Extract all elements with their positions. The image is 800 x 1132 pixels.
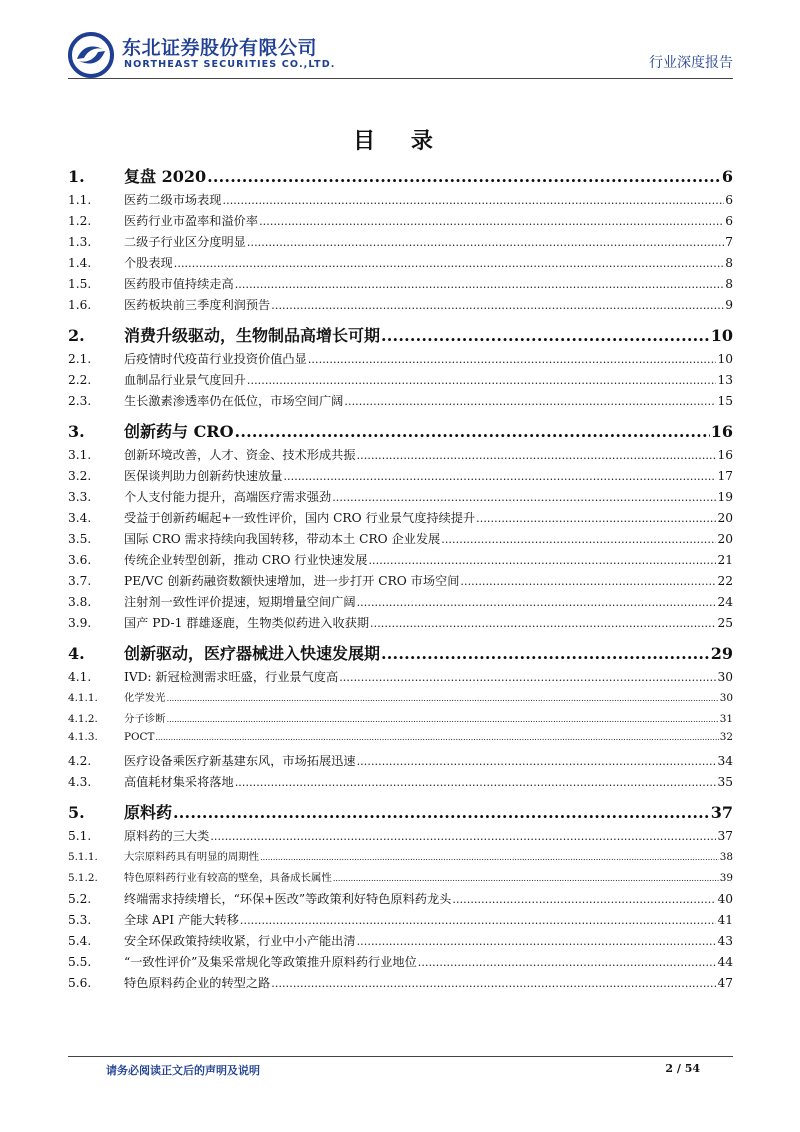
toc-entry[interactable]: [68, 710, 733, 731]
toc-entry[interactable]: [68, 593, 733, 614]
toc-leader-dots: [235, 776, 717, 789]
toc-entry-page: 30: [717, 670, 733, 684]
toc-title: 目 录: [353, 128, 447, 154]
toc-leader-dots: [357, 449, 717, 462]
toc-entry-number: 3.8.: [68, 595, 92, 609]
footer-disclaimer: 请务必阅读正文后的声明及说明: [106, 1064, 260, 1077]
toc-entry-page: 17: [717, 469, 733, 483]
toc-entry-number: 2.2.: [68, 373, 92, 387]
toc-leader-dots: [210, 830, 716, 843]
toc-entry-page: 31: [719, 713, 733, 725]
toc-entry-title: 后疫情时代疫苗行业投资价值凸显: [124, 352, 307, 366]
toc-entry[interactable]: [68, 419, 733, 440]
toc-entry-title: 原料药: [124, 803, 173, 822]
toc-entry-number: 5.1.1.: [68, 851, 98, 863]
toc-entry-page: 22: [717, 574, 733, 588]
toc-entry-title: 生长激素渗透率仍在低位，市场空间广阔: [124, 394, 344, 408]
toc-entry-title: 医药股市值持续走高: [124, 277, 234, 291]
toc-entry-number: 5.6.: [68, 976, 92, 990]
toc-entry-title: 医疗设备乘医疗新基建东风，市场拓展迅速: [124, 754, 356, 768]
toc-entry-page: 16: [710, 422, 733, 441]
toc-entry-title: 二级子行业区分度明显: [124, 235, 246, 249]
toc-leader-dots: [441, 533, 716, 546]
toc-entry-page: 47: [717, 976, 733, 990]
toc-leader-dots: [381, 644, 710, 663]
toc-entry-title: 消费升级驱动，生物制品高增长可期: [124, 326, 381, 345]
toc-entry-title: 高值耗材集采将落地: [124, 775, 234, 789]
toc-leader-dots: [370, 617, 716, 630]
toc-entry-page: 35: [717, 775, 733, 789]
toc-leader-dots: [155, 733, 718, 742]
toc-entry-number: 4.1.3.: [68, 731, 98, 743]
toc-entry-title: 个股表现: [124, 256, 173, 270]
toc-entry-page: 19: [717, 490, 733, 504]
company-name-cn: 东北证券股份有限公司: [122, 37, 318, 59]
toc-entry-page: 8: [725, 277, 733, 291]
toc-entry-title: 特色原料药行业有较高的壁垒，具备成长属性: [124, 872, 332, 884]
toc-entry-number: 5.1.: [68, 829, 92, 843]
toc-entry-page: 13: [717, 373, 733, 387]
page-header: [68, 30, 733, 76]
toc-entry[interactable]: [68, 572, 733, 593]
toc-leader-dots: [357, 755, 717, 768]
toc-entry-title: 医保谈判助力创新药快速放量: [124, 469, 283, 483]
toc-entry-number: 3.: [68, 422, 85, 441]
toc-entry-page: 38: [719, 851, 733, 863]
toc-entry-number: 3.3.: [68, 490, 92, 504]
toc-entry-page: 10: [710, 326, 733, 345]
toc-entry[interactable]: [68, 800, 733, 821]
toc-leader-dots: [235, 422, 710, 441]
toc-entry-page: 6: [725, 214, 733, 228]
toc-entry-title: 安全环保政策持续收紧，行业中小产能出清: [124, 934, 356, 948]
toc-leader-dots: [260, 853, 719, 862]
toc-leader-dots: [368, 554, 716, 567]
header-divider: [68, 78, 733, 79]
toc-entry-title: 全球 API 产能大转移: [124, 913, 239, 927]
toc-entry-page: 21: [717, 553, 733, 567]
toc-entry-number: 3.9.: [68, 616, 92, 630]
toc-leader-dots: [452, 893, 716, 906]
toc-entry-number: 3.4.: [68, 511, 92, 525]
toc-entry-page: 41: [717, 913, 733, 927]
toc-leader-dots: [173, 803, 710, 822]
toc-leader-dots: [308, 353, 717, 366]
toc-entry-number: 3.2.: [68, 469, 92, 483]
toc-entry-page: 37: [710, 803, 733, 822]
toc-entry-title: “一致性评价”及集采常规化等政策推升原料药行业地位: [124, 955, 417, 969]
toc-entry[interactable]: [68, 773, 733, 794]
toc-entry-page: 44: [717, 955, 733, 969]
toc-entry-page: 20: [717, 532, 733, 546]
toc-entry-number: 2.1.: [68, 352, 92, 366]
toc-leader-dots: [240, 914, 717, 927]
toc-entry[interactable]: [68, 890, 733, 911]
toc-entry[interactable]: [68, 752, 733, 773]
toc-entry-number: 1.3.: [68, 235, 92, 249]
toc-entry[interactable]: [68, 731, 733, 752]
toc-entry-title: 传统企业转型创新，推动 CRO 行业快速发展: [124, 553, 368, 567]
toc-entry[interactable]: [68, 668, 733, 689]
toc-entry[interactable]: [68, 689, 733, 710]
toc-entry[interactable]: [68, 869, 733, 890]
toc-entry-title: 化学发光: [124, 692, 166, 704]
toc-entry-number: 2.: [68, 326, 85, 345]
toc-leader-dots: [207, 167, 721, 186]
toc-entry-page: 29: [710, 644, 733, 663]
toc-leader-dots: [223, 194, 725, 207]
toc-entry-number: 4.1.1.: [68, 692, 98, 704]
toc-entry-number: 4.1.: [68, 670, 92, 684]
toc-entry-title: PE/VC 创新药融资数额快速增加，进一步打开 CRO 市场空间: [124, 574, 460, 588]
toc-entry-page: 32: [719, 731, 733, 743]
toc-entry[interactable]: [68, 392, 733, 413]
toc-entry-page: 24: [717, 595, 733, 609]
table-of-contents: [68, 164, 733, 995]
toc-entry-title: 医药板块前三季度利润预告: [124, 298, 271, 312]
toc-entry-title: IVD: 新冠检测需求旺盛，行业景气度高: [124, 670, 339, 684]
toc-entry[interactable]: [68, 254, 733, 275]
toc-leader-dots: [476, 512, 716, 525]
toc-entry-number: 5.4.: [68, 934, 92, 948]
toc-entry[interactable]: [68, 350, 733, 371]
toc-entry-number: 5.5.: [68, 955, 92, 969]
toc-leader-dots: [418, 956, 717, 969]
toc-leader-dots: [283, 470, 716, 483]
toc-entry[interactable]: [68, 296, 733, 317]
toc-entry[interactable]: [68, 275, 733, 296]
toc-entry[interactable]: [68, 164, 733, 185]
toc-entry-number: 3.6.: [68, 553, 92, 567]
toc-entry-number: 3.5.: [68, 532, 92, 546]
toc-entry-title: 终端需求持续增长，“环保+医改”等政策利好特色原料药龙头: [124, 892, 452, 906]
toc-leader-dots: [235, 278, 725, 291]
toc-entry-page: 34: [717, 754, 733, 768]
toc-entry-page: 6: [721, 167, 733, 186]
toc-entry[interactable]: [68, 323, 733, 344]
toc-entry-title: 大宗原料药具有明显的周期性: [124, 851, 260, 863]
toc-entry-number: 4.3.: [68, 775, 92, 789]
toc-leader-dots: [259, 215, 724, 228]
toc-entry-title: 注射剂一致性评价提速，短期增量空间广阔: [124, 595, 356, 609]
toc-leader-dots: [271, 299, 724, 312]
toc-leader-dots: [271, 977, 716, 990]
toc-leader-dots: [247, 374, 717, 387]
toc-entry-title: 受益于创新药崛起+一致性评价，国内 CRO 行业景气度持续提升: [124, 511, 476, 525]
toc-entry[interactable]: [68, 191, 733, 212]
toc-entry-title: 医药行业市盈率和溢价率: [124, 214, 259, 228]
toc-entry-title: 个人支付能力提升，高端医疗需求强劲: [124, 490, 332, 504]
toc-entry-number: 5.1.2.: [68, 872, 98, 884]
toc-entry-page: 8: [725, 256, 733, 270]
footer-divider: [68, 1056, 733, 1057]
toc-entry-number: 1.2.: [68, 214, 92, 228]
toc-entry[interactable]: [68, 827, 733, 848]
toc-entry-number: 1.5.: [68, 277, 92, 291]
report-type: 行业深度报告: [649, 55, 733, 71]
toc-entry[interactable]: [68, 641, 733, 662]
toc-entry-page: 39: [719, 872, 733, 884]
toc-entry-title: 创新药与 CRO: [124, 422, 234, 441]
toc-entry[interactable]: [68, 932, 733, 953]
toc-entry-number: 1.: [68, 167, 85, 186]
toc-leader-dots: [460, 575, 716, 588]
toc-entry-title: 医药二级市场表现: [124, 193, 222, 207]
toc-entry-title: 国产 PD-1 群雄逐鹿，生物类似药进入收获期: [124, 616, 370, 630]
toc-entry-page: 7: [725, 235, 733, 249]
toc-entry-page: 10: [717, 352, 733, 366]
toc-entry-number: 5.: [68, 803, 85, 822]
toc-leader-dots: [167, 715, 719, 724]
toc-entry-page: 20: [717, 511, 733, 525]
toc-entry-title: 创新环境改善，人才、资金、技术形成共振: [124, 448, 356, 462]
toc-leader-dots: [357, 935, 717, 948]
toc-entry-page: 16: [717, 448, 733, 462]
toc-entry-title: 创新驱动，医疗器械进入快速发展期: [124, 644, 381, 663]
toc-entry-number: 1.1.: [68, 193, 92, 207]
toc-entry-number: 1.6.: [68, 298, 92, 312]
toc-leader-dots: [332, 491, 716, 504]
toc-entry-number: 5.2.: [68, 892, 92, 906]
company-name-en: NORTHEAST SECURITIES CO.,LTD.: [124, 59, 336, 70]
toc-entry[interactable]: [68, 371, 733, 392]
toc-entry-title: 国际 CRO 需求持续向我国转移，带动本土 CRO 企业发展: [124, 532, 441, 546]
toc-entry[interactable]: [68, 446, 733, 467]
toc-entry-number: 3.7.: [68, 574, 92, 588]
toc-entry-number: 4.: [68, 644, 85, 663]
toc-entry[interactable]: [68, 488, 733, 509]
toc-entry[interactable]: [68, 911, 733, 932]
toc-entry-title: 复盘 2020: [124, 167, 207, 186]
toc-entry-page: 15: [717, 394, 733, 408]
footer-page-number: 2 / 54: [665, 1062, 700, 1075]
toc-entry-title: 血制品行业景气度回升: [124, 373, 246, 387]
toc-entry[interactable]: [68, 953, 733, 974]
toc-entry[interactable]: [68, 614, 733, 635]
toc-entry[interactable]: [68, 212, 733, 233]
toc-entry-title: 特色原料药企业的转型之路: [124, 976, 271, 990]
toc-leader-dots: [344, 395, 716, 408]
toc-entry-page: 6: [725, 193, 733, 207]
toc-entry-number: 4.1.2.: [68, 713, 98, 725]
toc-entry-number: 1.4.: [68, 256, 92, 270]
toc-leader-dots: [333, 874, 719, 883]
toc-entry-title: 原料药的三大类: [124, 829, 210, 843]
toc-entry-number: 3.1.: [68, 448, 92, 462]
toc-entry-title: 分子诊断: [124, 713, 166, 725]
toc-leader-dots: [381, 326, 710, 345]
toc-leader-dots: [167, 694, 719, 703]
toc-entry[interactable]: [68, 848, 733, 869]
toc-entry-page: 40: [717, 892, 733, 906]
toc-entry[interactable]: [68, 509, 733, 530]
toc-leader-dots: [247, 236, 724, 249]
toc-entry-page: 9: [725, 298, 733, 312]
toc-entry-page: 43: [717, 934, 733, 948]
toc-entry-page: 25: [717, 616, 733, 630]
toc-leader-dots: [339, 671, 716, 684]
toc-leader-dots: [357, 596, 717, 609]
company-logo-icon: [68, 32, 114, 78]
toc-entry-page: 37: [717, 829, 733, 843]
toc-entry[interactable]: [68, 233, 733, 254]
toc-entry[interactable]: [68, 467, 733, 488]
toc-entry-number: 4.2.: [68, 754, 92, 768]
toc-leader-dots: [174, 257, 724, 270]
toc-entry-title: POCT: [124, 731, 155, 743]
toc-entry[interactable]: [68, 551, 733, 572]
toc-entry-number: 2.3.: [68, 394, 92, 408]
toc-entry-page: 30: [719, 692, 733, 704]
toc-entry-number: 5.3.: [68, 913, 92, 927]
toc-entry[interactable]: [68, 974, 733, 995]
toc-entry[interactable]: [68, 530, 733, 551]
